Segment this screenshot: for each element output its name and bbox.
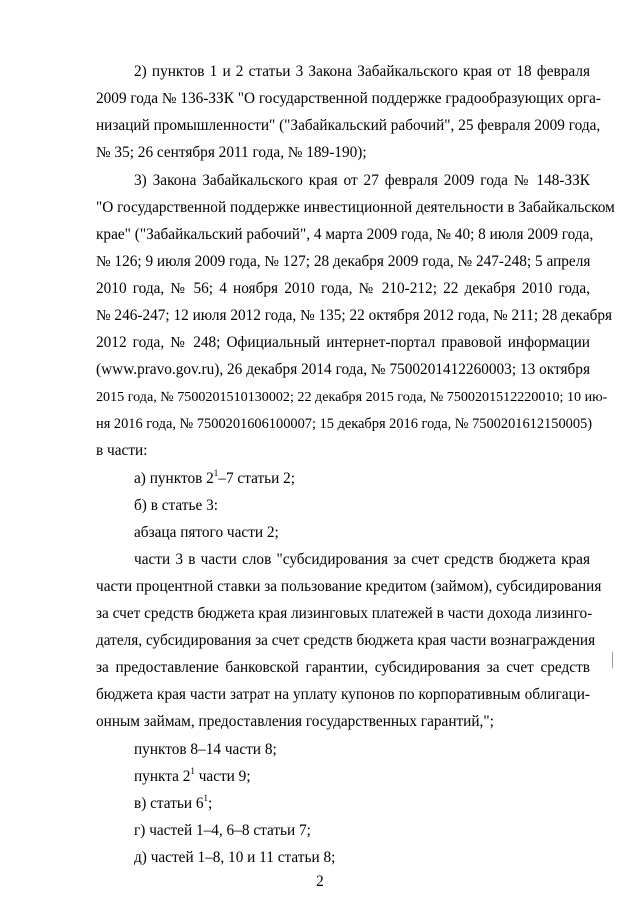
text-line: 2009 года № 136-ЗЗК "О государственной поддержке градообразующих орга- <box>96 90 602 107</box>
text-line: в части: <box>96 442 148 459</box>
text-line: д) частей 1–8, 10 и 11 статьи 8; <box>134 849 336 866</box>
text-line: абзаца пятого части 2; <box>134 524 279 541</box>
text-line: пунктов 8–14 части 8; <box>134 741 277 758</box>
list-item-text: ; <box>208 795 213 812</box>
text-line: г) частей 1–4, 6–8 статьи 7; <box>134 822 311 839</box>
text-line: № 126; 9 июля 2009 года, № 127; 28 декабря 2009 года, № 247-248; 5 апреля <box>96 253 591 270</box>
text-line <box>134 469 295 489</box>
text-line <box>134 767 251 787</box>
page-number: 2 <box>316 873 324 890</box>
superscript: 1 <box>203 792 209 803</box>
text-line: низаций промышленности" ("Забайкальский рабочий", 25 февраля 2009 года, <box>96 117 601 134</box>
text-line: бюджета края части затрат на уплату купонов по корпоративным облигаци- <box>96 686 590 703</box>
superscript: 1 <box>190 765 195 776</box>
text-line: (www.pravo.gov.ru), 26 декабря 2014 года, № 7500201412260003; 13 октября <box>96 361 590 378</box>
superscript: 1 <box>213 467 219 478</box>
text-line: 3) Закона Забайкальского края от 27 февраля 2009 года № 148-ЗЗК <box>134 172 590 189</box>
text-line: б) в статье 3: <box>134 497 218 514</box>
list-item-text: части 9; <box>194 768 251 785</box>
scan-artifact <box>612 652 613 668</box>
text-line: № 246-247; 12 июля 2012 года, № 135; 22 октября 2012 года, № 211; 28 декабря <box>96 307 613 324</box>
list-item-text: в) статьи 6 <box>134 795 204 812</box>
list-item-text: –7 статьи 2; <box>218 470 296 487</box>
text-line: дателя, субсидирования за счет средств бюджета края части вознаграждения <box>96 632 596 649</box>
text-line: № 35; 26 сентября 2011 года, № 189-190); <box>96 144 367 161</box>
text-line: 2012 года, № 248; Официальный интернет-портал правовой информации <box>96 334 590 351</box>
text-line: онным займам, предоставления государственных гарантий,"; <box>96 713 494 730</box>
text-line: "О государственной поддержке инвестиционной деятельности в Забайкальском <box>96 199 615 216</box>
text-line <box>134 794 212 814</box>
text-line: 2) пунктов 1 и 2 статьи 3 Закона Забайкальского края от 18 февраля <box>134 63 590 80</box>
text-line: части 3 в части слов "субсидирования за счет средств бюджета края <box>134 551 590 568</box>
text-line: ня 2016 года, № 7500201606100007; 15 декабря 2016 года, № 7500201612150005) <box>96 416 593 432</box>
text-line: за счет средств бюджета края лизинговых платежей в части дохода лизинго- <box>96 605 593 622</box>
list-item-text: а) пунктов 2 <box>134 470 214 487</box>
text-line: части процентной ставки за пользование кредитом (займом), субсидирования <box>96 578 602 595</box>
list-item-text: пункта 2 <box>134 768 191 785</box>
text-line: 2010 года, № 56; 4 ноября 2010 года, № 210-212; 22 декабря 2010 года, <box>96 280 590 297</box>
text-line: крае" ("Забайкальский рабочий", 4 марта 2009 года, № 40; 8 июля 2009 года, <box>96 226 594 243</box>
text-line: 2015 года, № 7500201510130002; 22 декабря 2015 года, № 7500201512220010; 10 ию- <box>96 389 608 405</box>
text-line: за предоставление банковской гарантии, субсидирования за счет средств <box>96 659 590 676</box>
